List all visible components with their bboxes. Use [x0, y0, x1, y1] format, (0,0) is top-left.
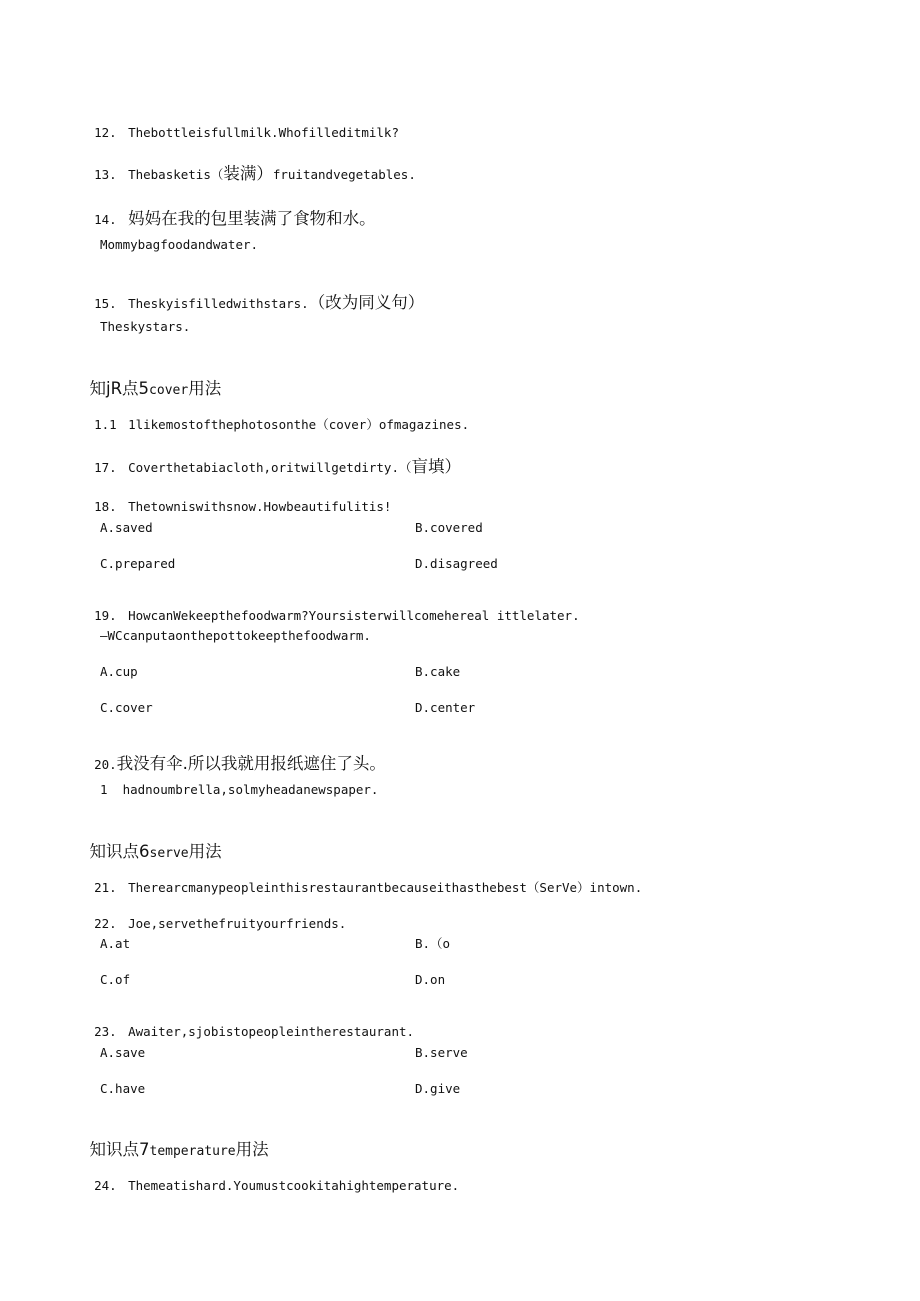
- question-number: 22.: [94, 916, 117, 931]
- question-number: 24.: [94, 1178, 117, 1193]
- question-text: Thetowniswithsnow.Howbeautifulitis!: [128, 499, 392, 514]
- option-d: D.give: [415, 1081, 461, 1096]
- question-22: [79, 900, 346, 932]
- option-c: C.have: [100, 1081, 146, 1096]
- option-c: C.prepared: [100, 556, 176, 571]
- answer-line: Theskystars.: [100, 319, 191, 334]
- section-suffix: 用法: [235, 1140, 269, 1159]
- question-text: Joe,servethefruityourfriends.: [128, 916, 347, 931]
- question-15: [79, 279, 424, 312]
- question-number: 1.1: [94, 417, 117, 432]
- question-text: Thebottleisfullmilk.Whofilleditmilk?: [128, 125, 399, 140]
- option-a: A.saved: [100, 520, 153, 535]
- section-heading: [79, 359, 221, 401]
- option-d: D.disagreed: [415, 556, 498, 571]
- question-text: 1likemostofthephotosonthe（cover）ofmagazines.: [128, 417, 470, 432]
- option-a: A.at: [100, 936, 131, 951]
- question-text: Therearcmanypeopleinthisrestaurantbecauseithasthebest（SerVe）intown.: [128, 880, 643, 895]
- question-text: Thebasketis（: [128, 167, 224, 182]
- question-20: [79, 740, 386, 773]
- option-a: A.cup: [100, 664, 138, 679]
- section-suffix: 用法: [188, 842, 222, 861]
- question-text: Awaiter,sjobistopeopleintherestaurant.: [128, 1024, 415, 1039]
- option-b: B.cake: [415, 664, 461, 679]
- answer-line: —WCcanputaonthepottokeepthefoodwarm.: [100, 628, 371, 643]
- option-c: C.cover: [100, 700, 153, 715]
- answer-line: 1 hadnoumbrella,solmyheadanewspaper.: [100, 782, 379, 797]
- question-number: 19.: [94, 608, 117, 623]
- question-hint: 盲填）: [411, 457, 461, 476]
- question-24: [79, 1162, 459, 1194]
- option-b: B.covered: [415, 520, 483, 535]
- section-label: 知识点6: [89, 842, 150, 861]
- option-d: D.center: [415, 700, 476, 715]
- section-heading: [79, 822, 222, 864]
- option-a: A.save: [100, 1045, 146, 1060]
- question-hint: （改为同义句）: [308, 293, 425, 312]
- question-text: 妈妈在我的包里装满了食物和水。: [128, 209, 376, 228]
- question-text: 我没有伞.所以我就用报纸遮住了头。: [116, 754, 386, 773]
- option-d: D.on: [415, 972, 446, 987]
- question-17: [79, 443, 461, 476]
- question-number: 15.: [94, 296, 117, 311]
- section-label: 知识点7: [89, 1140, 150, 1159]
- question-number: 17.: [94, 460, 117, 475]
- section-heading: [79, 1120, 269, 1162]
- question-text: HowcanWekeepthefoodwarm?Yoursisterwillcomehereal ittlelater.: [128, 608, 580, 623]
- question-hint: 装满）: [223, 164, 273, 183]
- section-keyword: temperature: [149, 1144, 236, 1159]
- answer-line: Mommybagfoodandwater.: [100, 237, 259, 252]
- question-number: 21.: [94, 880, 117, 895]
- section-keyword: serve: [149, 846, 189, 861]
- question-14: [79, 195, 376, 228]
- question-text: Coverthetabiacloth,oritwillgetdirty.（: [128, 460, 412, 475]
- question-23: [79, 1008, 414, 1040]
- question-16: [79, 401, 469, 433]
- question-21: [79, 864, 642, 896]
- question-text: Themeatishard.Youmustcookitahightemperature.: [128, 1178, 460, 1193]
- question-19: [79, 592, 580, 624]
- option-b: B.（o: [415, 936, 451, 951]
- section-suffix: 用法: [188, 379, 222, 398]
- question-text: fruitandvegetables.: [272, 167, 416, 182]
- option-c: C.of: [100, 972, 131, 987]
- question-number: 12.: [94, 125, 117, 140]
- question-number: 20.: [94, 757, 117, 772]
- question-number: 23.: [94, 1024, 117, 1039]
- question-text: Theskyisfilledwithstars.: [128, 296, 309, 311]
- question-number: 14.: [94, 212, 117, 227]
- question-13: [79, 150, 416, 183]
- question-number: 13.: [94, 167, 117, 182]
- section-label: 知jR点5: [89, 379, 150, 398]
- question-18: [79, 483, 391, 515]
- question-number: 18.: [94, 499, 117, 514]
- option-b: B.serve: [415, 1045, 468, 1060]
- question-12: [79, 109, 399, 141]
- section-keyword: cover: [149, 383, 189, 398]
